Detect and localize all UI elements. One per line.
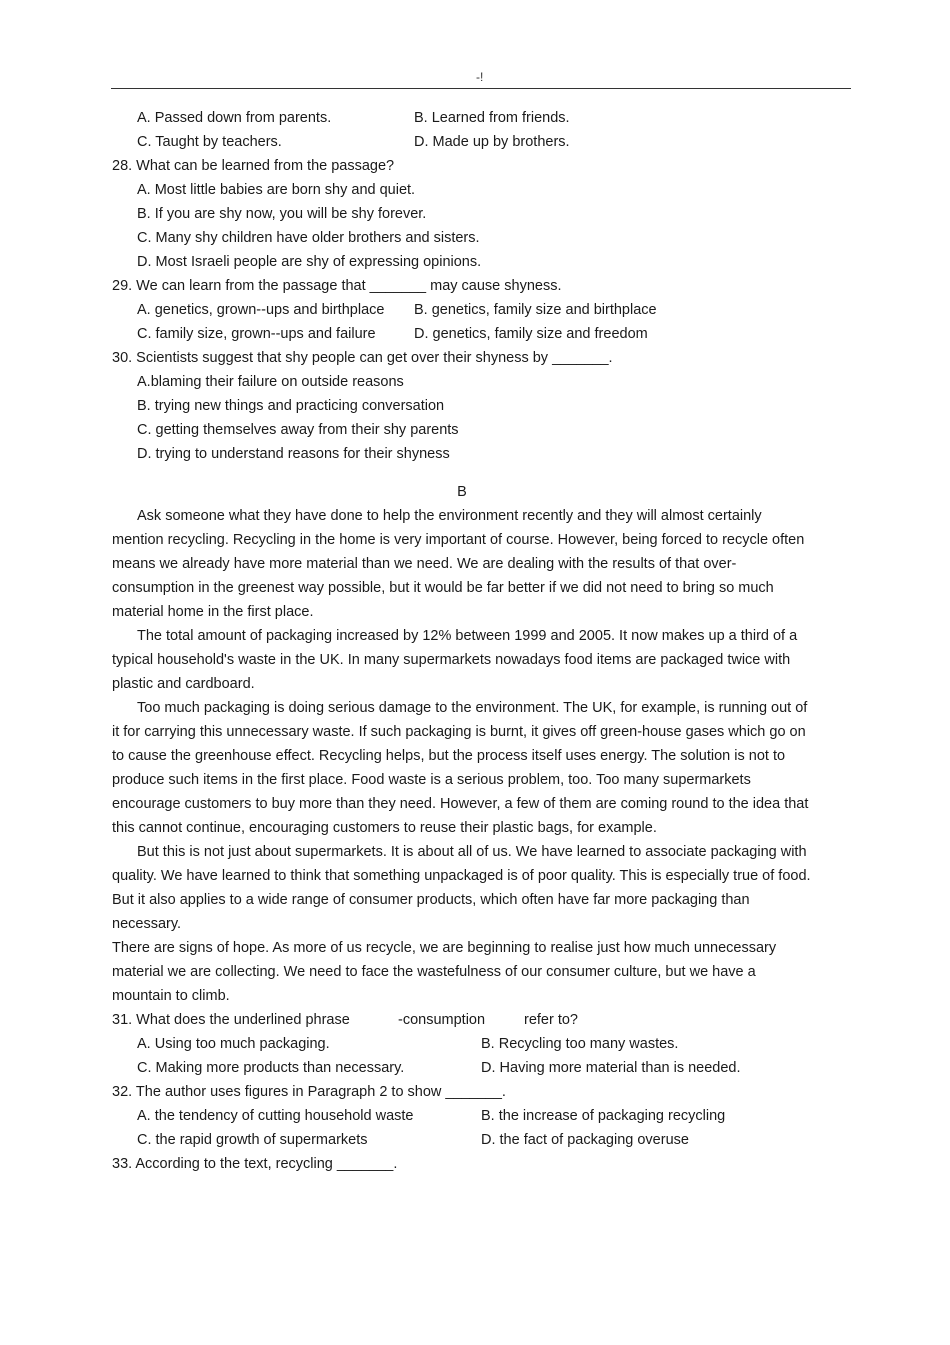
q27-option-b: B. Learned from friends. [414, 110, 570, 126]
q29-option-c: C. family size, grown--ups and failure [137, 326, 376, 342]
q31-stem [112, 1008, 812, 1032]
q31-options-row-2 [112, 1056, 812, 1080]
q27-option-d: D. Made up by brothers. [414, 134, 570, 150]
q27-options-row-1 [112, 106, 812, 130]
q32-options-row-2 [112, 1128, 812, 1152]
section-b-title: B [457, 484, 467, 500]
passage-paragraph-1: Ask someone what they have done to help the environment recently and they will almost certainly mention recycling. Recycling in the home is very important of course. However, being forced to recycle often means we already have more material than we need. We are dealing with the results of that over-consumption in the greenest way possible, but it would be far better if we did not need to bring so much material home in the first place. [112, 508, 805, 620]
q30-option-c: C. getting themselves away from their shy parents [137, 422, 459, 438]
page-header-mark: -! [476, 70, 484, 84]
passage-paragraph-4: But this is not just about supermarkets. It is about all of us. We have learned to associate packaging with quality. We have learned to think that something unpackaged is of poor quality. This is especially true of food. But it also applies to a wide range of consumer products, which often have far more packaging than necessary. [112, 844, 811, 932]
q32-stem: 32. The author uses figures in Paragraph 2 to show _______. [112, 1084, 506, 1100]
q29-option-b: B. genetics, family size and birthplace [414, 302, 657, 318]
q29-options-row-1 [112, 298, 812, 322]
q30-stem: 30. Scientists suggest that shy people can get over their shyness by _______. [112, 350, 613, 366]
q30-option-d: D. trying to understand reasons for their shyness [137, 446, 450, 462]
q27-options-row-2 [112, 130, 812, 154]
q28-stem: 28. What can be learned from the passage? [112, 158, 395, 174]
q31-stem-start: 31. What does the underlined phrase [112, 1012, 350, 1028]
q31-option-b: B. Recycling too many wastes. [481, 1036, 679, 1052]
q32-option-b: B. the increase of packaging recycling [481, 1108, 726, 1124]
q32-option-c: C. the rapid growth of supermarkets [137, 1132, 368, 1148]
q28-option-a: A. Most little babies are born shy and quiet. [137, 182, 416, 198]
q32-option-a: A. the tendency of cutting household waste [137, 1108, 414, 1124]
q31-option-a: A. Using too much packaging. [137, 1036, 330, 1052]
q29-options-row-2 [112, 322, 812, 346]
q31-option-d: D. Having more material than is needed. [481, 1060, 741, 1076]
q28-option-b: B. If you are shy now, you will be shy forever. [137, 206, 427, 222]
passage-paragraph-5: There are signs of hope. As more of us recycle, we are beginning to realise just how much unnecessary material we are collecting. We need to face the wastefulness of our consumer culture, but we have a mountain to climb. [112, 940, 777, 1004]
q29-option-a: A. genetics, grown--ups and birthplace [137, 302, 385, 318]
q32-option-d: D. the fact of packaging overuse [481, 1132, 689, 1148]
q31-stem-end: refer to? [524, 1012, 578, 1028]
q33-stem: 33. According to the text, recycling _______. [112, 1156, 398, 1172]
passage-paragraph-3: Too much packaging is doing serious damage to the environment. The UK, for example, is running out of it for carrying this unnecessary waste. If such packaging is burnt, it gives off green-house gases which go on to cause the greenhouse effect. Recycling helps, but the process itself uses energy. The solution is not to produce such items in the first place. Food waste is a serious problem, too. Too many supermarkets encourage customers to buy more than they need. However, a few of them are coming round to the idea that this cannot continue, encouraging customers to reuse their plastic bags, for example. [112, 700, 809, 836]
page-content [112, 106, 812, 1176]
q29-option-d: D. genetics, family size and freedom [414, 326, 648, 342]
q32-options-row-1 [112, 1104, 812, 1128]
q31-option-c: C. Making more products than necessary. [137, 1060, 405, 1076]
q30-option-b: B. trying new things and practicing conversation [137, 398, 445, 414]
header-rule [111, 88, 851, 89]
q28-option-c: C. Many shy children have older brothers and sisters. [137, 230, 480, 246]
passage-paragraph-2: The total amount of packaging increased by 12% between 1999 and 2005. It now makes up a third of a typical household's waste in the UK. In many supermarkets nowadays food items are packaged twice with plastic and cardboard. [112, 628, 798, 692]
q30-option-a: A.blaming their failure on outside reasons [137, 374, 404, 390]
q27-option-a: A. Passed down from parents. [137, 110, 332, 126]
q29-stem: 29. We can learn from the passage that _______ may cause shyness. [112, 278, 562, 294]
q31-options-row-1 [112, 1032, 812, 1056]
q27-option-c: C. Taught by teachers. [137, 134, 282, 150]
q28-option-d: D. Most Israeli people are shy of expressing opinions. [137, 254, 482, 270]
q31-underlined-phrase: -consumption [398, 1012, 486, 1028]
